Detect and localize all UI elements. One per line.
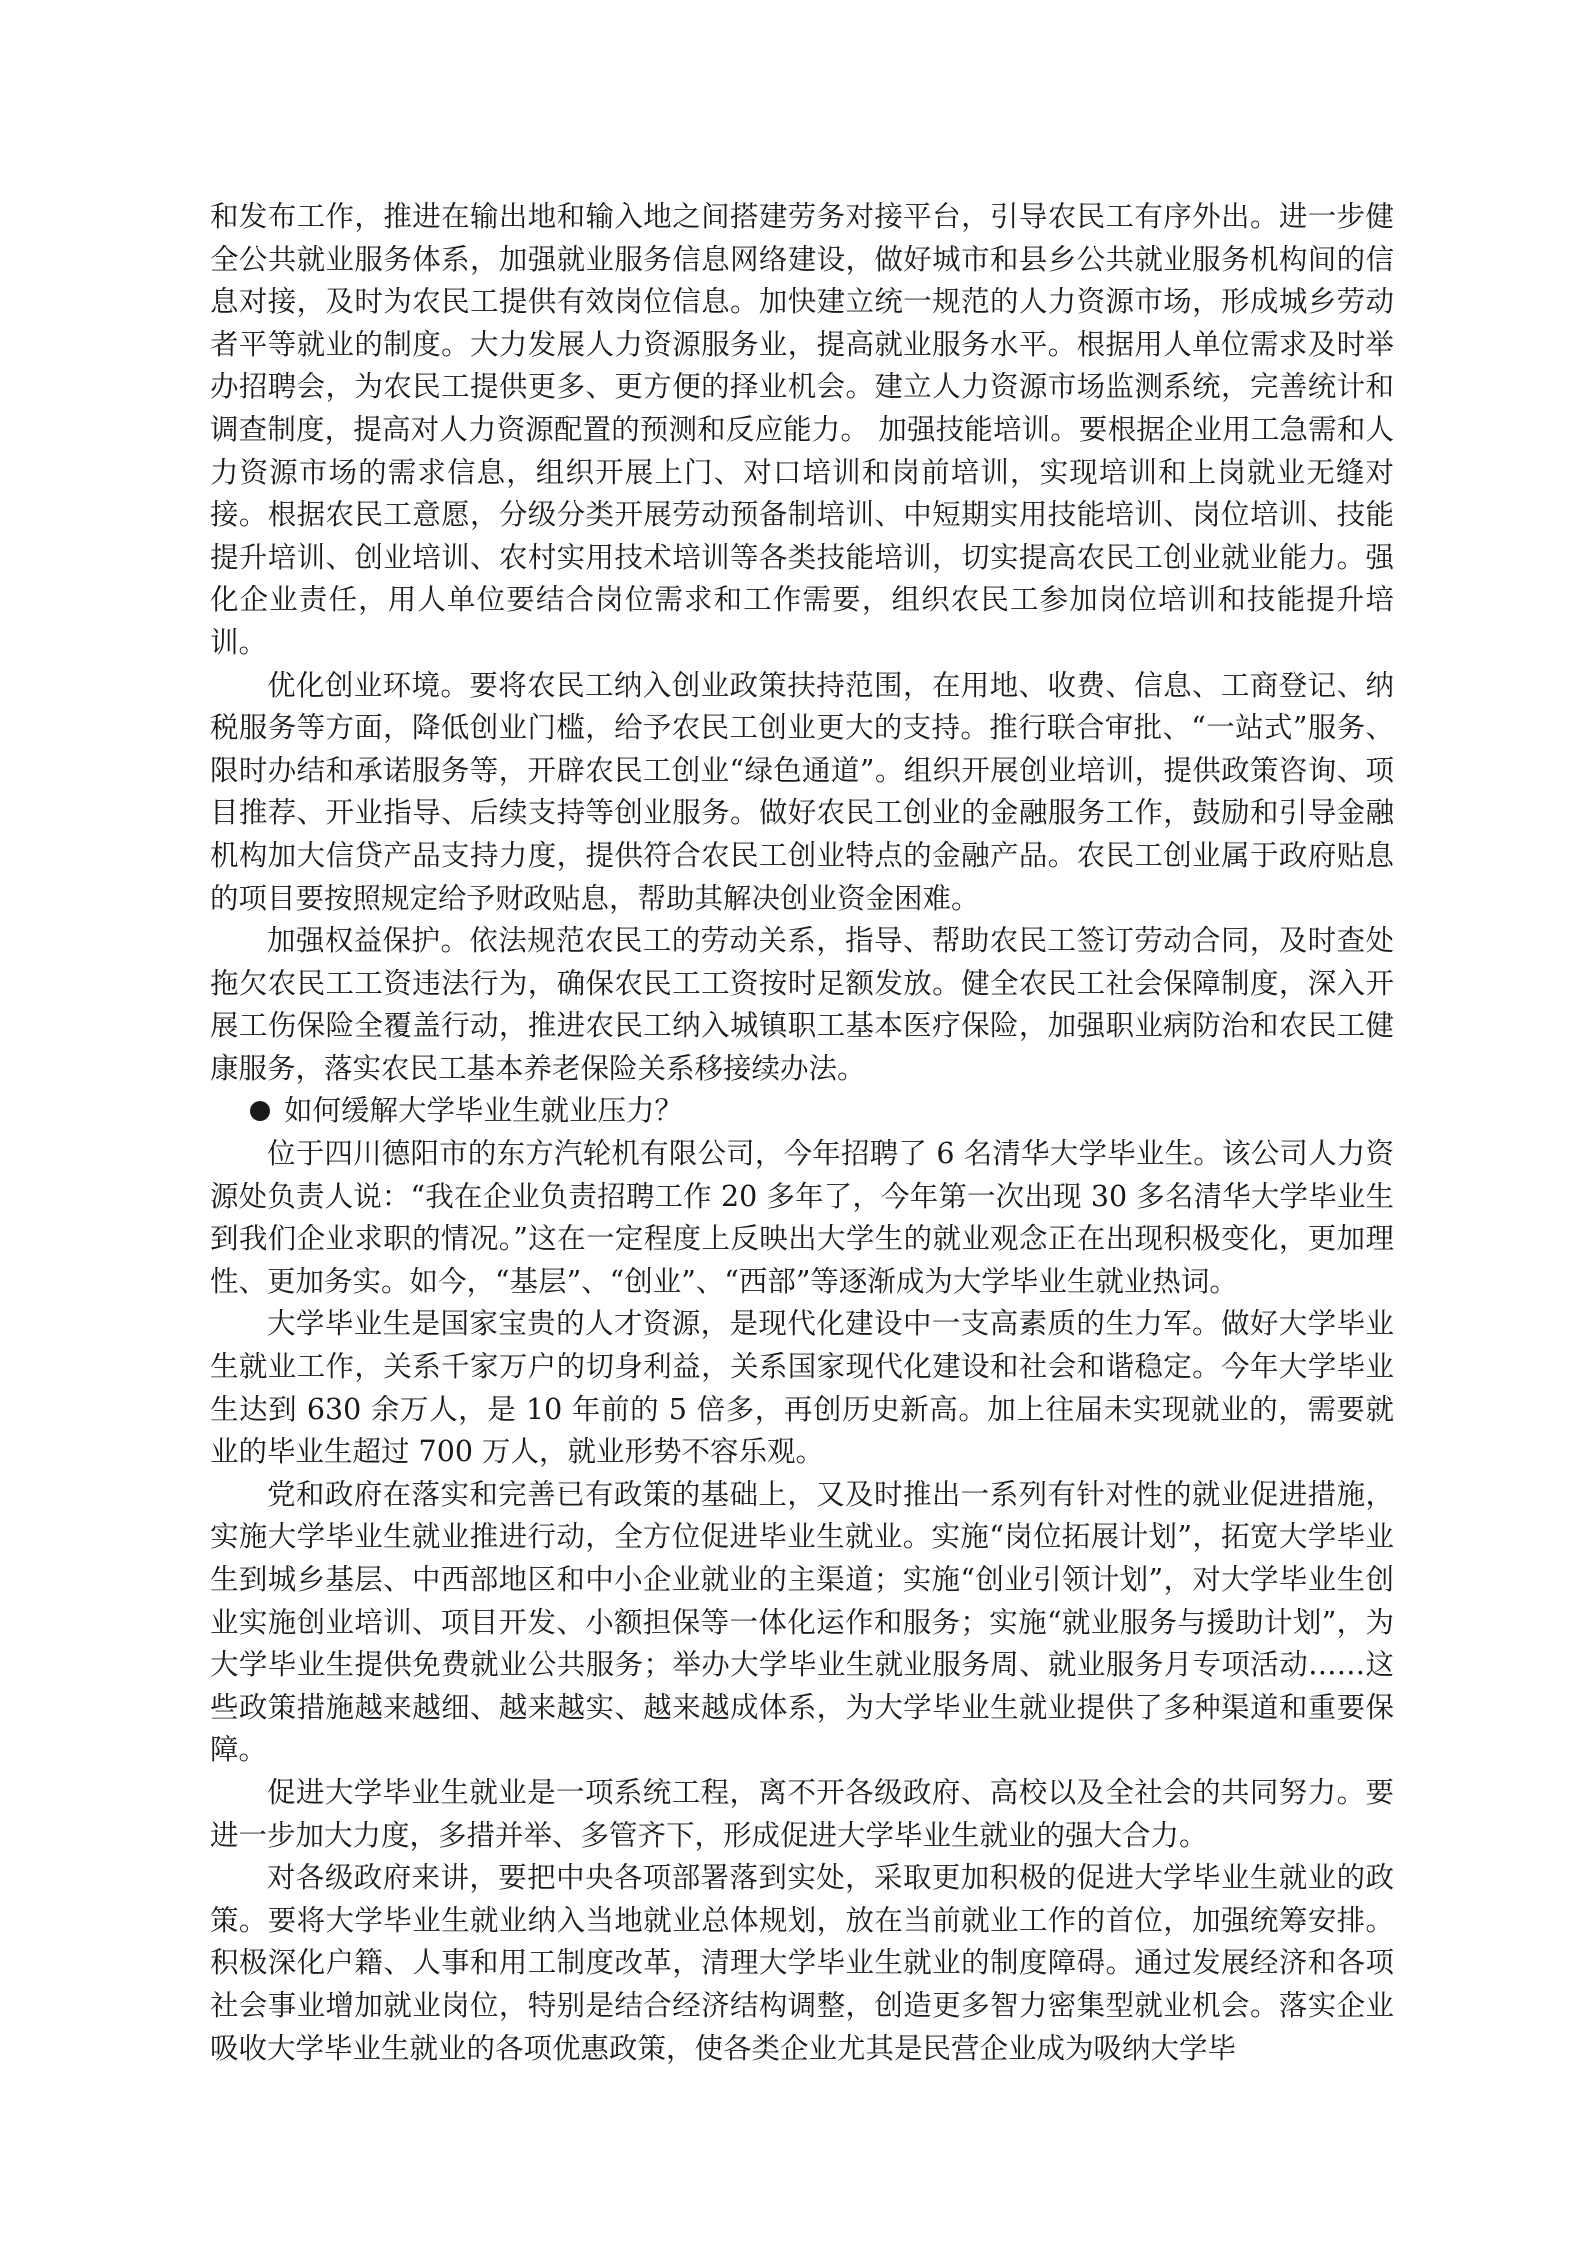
paragraph-dongfang-turbine: 位于四川德阳市的东方汽轮机有限公司，今年招聘了 6 名清华大学毕业生。该公司人力资源处负责人说：“我在企业负责招聘工作 20 多年了，今年第一次出现 30 多名清华大学毕业生到我们企业求职的情况。”这在一定程度上反映出大学生的就业观念正在出现积极变化，更加理性、更加务实。如今，“基层”、“创业”、“西部”等逐渐成为大学毕业生就业热词。 (210, 1137, 1394, 1298)
paragraph-government-role: 对各级政府来讲，要把中央各项部署落到实处，采取更加积极的促进大学毕业生就业的政策。要将大学毕业生就业纳入当地就业总体规划，放在当前就业工作的首位，加强统筹安排。积极深化户籍、人事和用工制度改革，清理大学毕业生就业的制度障碍。通过发展经济和各项社会事业增加就业岗位，特别是结合经济结构调整，创造更多智力密集型就业机会。落实企业吸收大学毕业生就业的各项优惠政策，使各类企业尤其是民营企业成为吸纳大学毕 (210, 1861, 1394, 2065)
paragraph-rights-protection: 加强权益保护。依法规范农民工的劳动关系，指导、帮助农民工签订劳动合同，及时查处拖欠农民工工资违法行为，确保农民工工资按时足额发放。健全农民工社会保障制度，深入开展工伤保险全覆盖行动，推进农民工纳入城镇职工基本医疗保险，加强职业病防治和农民工健康服务，落实农民工基本养老保险关系移接续办法。 (210, 924, 1394, 1085)
paragraph-policy-measures: 党和政府在落实和完善已有政策的基础上，又及时推出一系列有针对性的就业促进措施，实施大学毕业生就业推进行动，全方位促进毕业生就业。实施“岗位拓展计划”，拓宽大学毕业生到城乡基层、中西部地区和中小企业就业的主渠道；实施“创业引领计划”，对大学毕业生创业实施创业培训、项目开发、小额担保等一体化运作和服务；实施“就业服务与援助计划”，为大学毕业生提供免费就业公共服务；举办大学毕业生就业服务周、就业服务月专项活动……这些政策措施越来越细、越来越实、越来越成体系，为大学毕业生就业提供了多种渠道和重要保障。 (210, 1477, 1394, 1767)
section-heading (210, 1090, 1394, 1133)
paragraph-entrepreneurship-environment: 优化创业环境。要将农民工纳入创业政策扶持范围，在用地、收费、信息、工商登记、纳税服务等方面，降低创业门槛，给予农民工创业更大的支持。推行联合审批、“一站式”服务、限时办结和承诺服务等，开辟农民工创业“绿色通道”。组织开展创业培训，提供政策咨询、项目推荐、开业指导、后续支持等创业服务。做好农民工创业的金融服务工作，鼓励和引导金融机构加大信贷产品支持力度，提供符合农民工创业特点的金融产品。农民工创业属于政府贴息的项目要按照规定给予财政贴息，帮助其解决创业资金困难。 (210, 668, 1394, 915)
document-body (210, 196, 1394, 2070)
paragraph-system-engineering: 促进大学毕业生就业是一项系统工程，离不开各级政府、高校以及全社会的共同努力。要进一步加大力度，多措并举、多管齐下，形成促进大学毕业生就业的强大合力。 (210, 1775, 1394, 1852)
section-heading-text: 如何缓解大学毕业生就业压力？ (284, 1094, 684, 1128)
paragraph-graduate-resources: 大学毕业生是国家宝贵的人才资源，是现代化建设中一支高素质的生力军。做好大学毕业生就业工作，关系千家万户的切身利益，关系国家现代化建设和社会和谐稳定。今年大学毕业生达到 630 余万人，是 10 年前的 5 倍多，再创历史新高。加上往届未实现就业的，需要就业的毕业生超过 700 万人，就业形势不容乐观。 (210, 1307, 1394, 1469)
bullet-icon (250, 1101, 270, 1121)
paragraph-migrant-worker-services: 和发布工作，推进在输出地和输入地之间搭建劳务对接平台，引导农民工有序外出。进一步健全公共就业服务体系，加强就业服务信息网络建设，做好城市和县乡公共就业服务机构间的信息对接，及时为农民工提供有效岗位信息。加快建立统一规范的人力资源市场，形成城乡劳动者平等就业的制度。大力发展人力资源服务业，提高就业服务水平。根据用人单位需求及时举办招聘会，为农民工提供更多、更方便的择业机会。建立人力资源市场监测系统，完善统计和调查制度，提高对人力资源配置的预测和反应能力。 加强技能培训。要根据企业用工急需和人力资源市场的需求信息，组织开展上门、对口培训和岗前培训，实现培训和上岗就业无缝对接。根据农民工意愿，分级分类开展劳动预备制培训、中短期实用技能培训、岗位培训、技能提升培训、创业培训、农村实用技术培训等各类技能培训，切实提高农民工创业就业能力。强化企业责任，用人单位要结合岗位需求和工作需要，组织农民工参加岗位培训和技能提升培训。 (210, 200, 1394, 659)
